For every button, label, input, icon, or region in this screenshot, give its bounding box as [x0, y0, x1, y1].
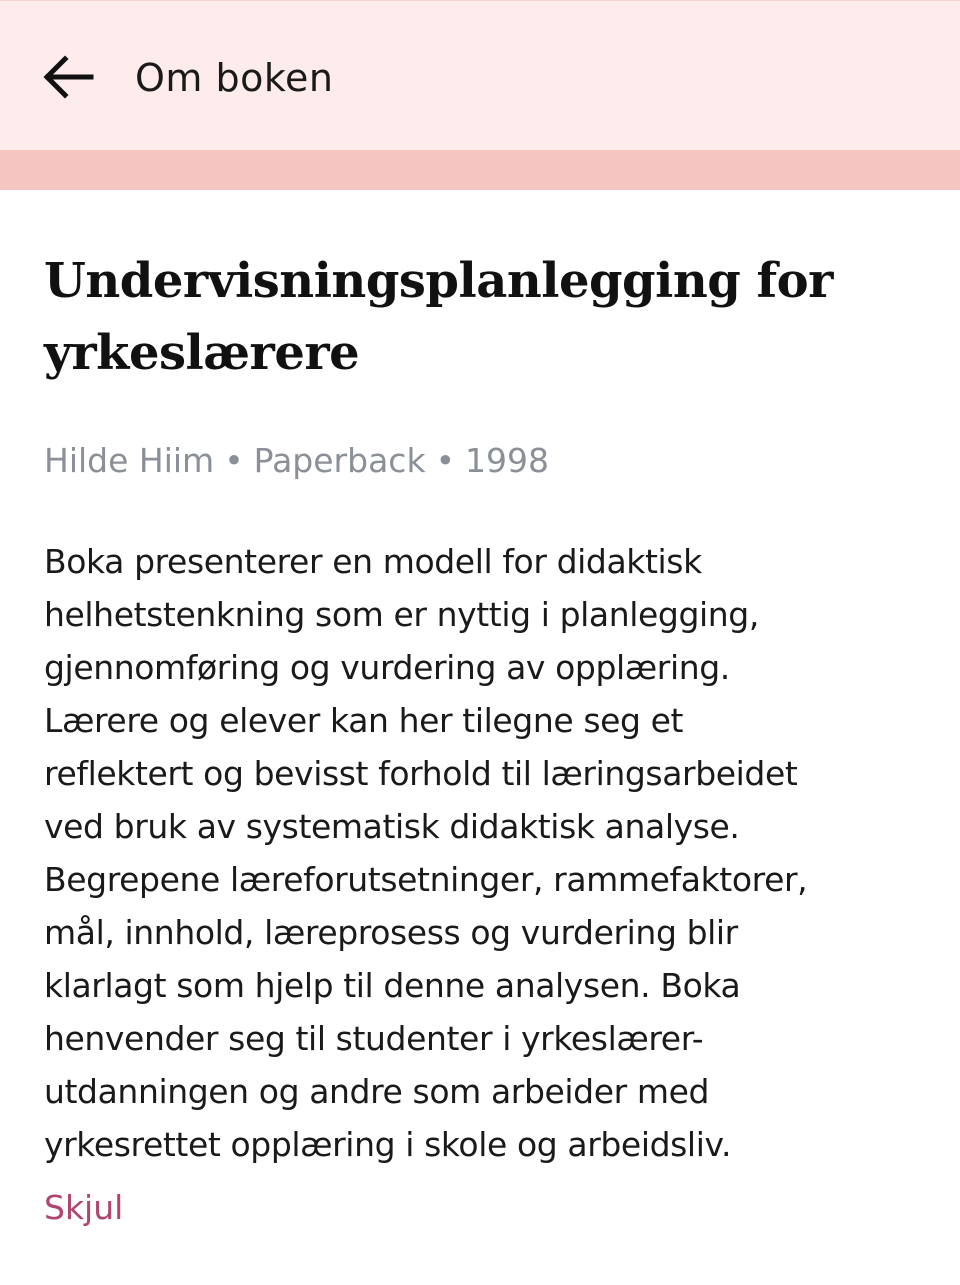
- book-details: [44, 245, 924, 1234]
- book-title-line: Undervisningsplanlegging for: [44, 253, 833, 309]
- meta-separator: •: [435, 441, 456, 480]
- description-line: gjennomføring og vurdering av opplæring.: [44, 648, 730, 687]
- book-author: Hilde Hiim: [44, 441, 215, 480]
- header-title: Om boken: [135, 56, 334, 100]
- description-line: klarlagt som hjelp til denne analysen. Boka: [44, 966, 741, 1005]
- description-line: Boka presenterer en modell for didaktisk: [44, 542, 702, 581]
- description-line: Begrepene læreforutsetninger, rammefaktorer,: [44, 860, 808, 899]
- book-description: [44, 535, 924, 1171]
- description-line: henvender seg til studenter i yrkeslærer-: [44, 1019, 704, 1058]
- book-title-line: yrkeslærere: [44, 325, 360, 381]
- book-year: 1998: [465, 441, 550, 480]
- description-line: mål, innhold, læreprosess og vurdering blir: [44, 913, 738, 952]
- description-line: yrkesrettet opplæring i skole og arbeidsliv.: [44, 1125, 732, 1164]
- book-meta: [44, 439, 924, 483]
- collapse-description-link[interactable]: Skjul: [44, 1188, 124, 1227]
- description-line: Lærere og elever kan her tilegne seg et: [44, 701, 684, 740]
- book-title: [44, 245, 924, 389]
- description-line: ved bruk av systematisk didaktisk analyse.: [44, 807, 740, 846]
- book-format: Paperback: [253, 441, 426, 480]
- description-line: helhetstenkning som er nyttig i planlegging,: [44, 595, 759, 634]
- description-line: reflektert og bevisst forhold til læringsarbeidet: [44, 754, 798, 793]
- back-button[interactable]: [32, 45, 104, 109]
- accent-band: [0, 150, 960, 190]
- description-line: utdanningen og andre som arbeider med: [44, 1072, 710, 1111]
- arrow-left-icon: [41, 55, 95, 99]
- app-header: [0, 0, 960, 150]
- meta-separator: •: [224, 441, 244, 480]
